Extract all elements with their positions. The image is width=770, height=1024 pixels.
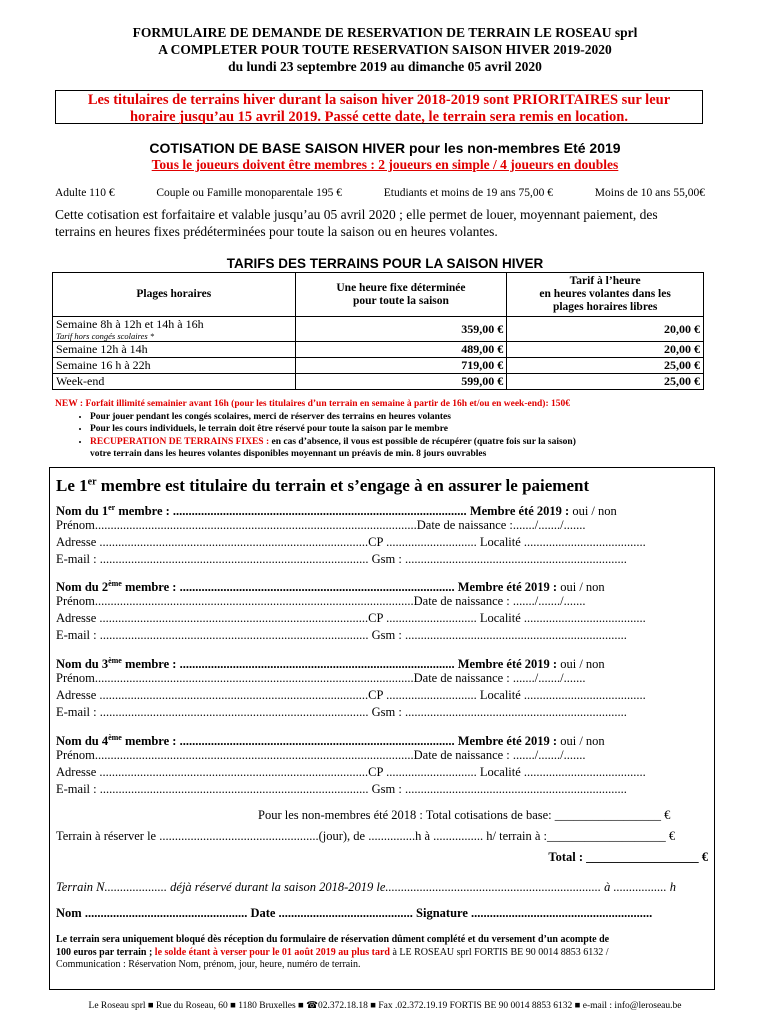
footer: Le Roseau sprl ■ Rue du Roseau, 60 ■ 1180 Bruxelles ■ ☎02.372.18.18 ■ Fax .02.372.19.19 FORTIS BE 90 0014 8853 6132 ■ e-mail : info@leroseau.be [88, 1001, 682, 1011]
row-volante: 20,00 € [507, 342, 704, 358]
signature-line[interactable]: Nom .................................................... Date ........................................... Signature .......................................................... [56, 906, 653, 920]
table-row [53, 374, 704, 390]
row-fixe: 489,00 € [295, 342, 507, 358]
row-fixe: 359,00 € [295, 317, 507, 342]
member-address-line[interactable]: Adresse ......................................................................................CP ............................. Localité ....................................... [56, 535, 646, 549]
new-forfait-line: NEW : Forfait illimité semainier avant 16h (pour les titulaires d’un terrain en semaine à partir de 16h et/ou en week-end): 150€ [55, 399, 570, 409]
member-address-line[interactable]: Adresse ......................................................................................CP ............................. Localité ....................................... [56, 765, 646, 779]
total-cotisations-line[interactable]: Pour les non-membres été 2018 : Total cotisations de base: _________________ € [258, 808, 671, 822]
col-header-volante: Tarif à l’heure en heures volantes dans les plages horaires libres [507, 273, 704, 317]
priority-line-1: Les titulaires de terrains hiver durant la saison hiver 2018-2019 sont PRIORITAIRES sur leur [87, 92, 671, 108]
reservation-form [49, 467, 715, 990]
table-row [53, 342, 704, 358]
row-note: Tarif hors congés scolaires * [56, 331, 155, 341]
price-adult: Adulte 110 € [55, 187, 115, 199]
desc-line-2: terrains en heures fixes prédéterminées pour toute la saison ou en heures volantes. [55, 224, 498, 239]
new-section [55, 398, 715, 461]
total-line[interactable]: Total : __________________ € [548, 850, 708, 864]
table-header-row [53, 273, 704, 317]
member-firstname-line[interactable]: Prénom......................................................................................................Date de naissance : ......./......./....... [56, 748, 586, 762]
info-item: • Pour les cours individuels, le terrain doit être réservé pour toute la saison par le membre [90, 423, 715, 436]
member-firstname-line[interactable]: Prénom......................................................................................................Date de naissance : ......./......./....... [56, 594, 586, 608]
row-label: Semaine 12h à 14h [53, 342, 296, 358]
price-couple: Couple ou Famille monoparentale 195 € [156, 187, 342, 199]
member-name-line[interactable]: Nom du 4ème membre : ........................................................................................ Membre été 2019 : oui / non [56, 733, 605, 749]
priority-line-2: horaire jusqu’au 15 avril 2019. Passé cette date, le terrain sera remis en location. [129, 109, 628, 125]
member-name-line[interactable]: Nom du 3ème membre : ........................................................................................ Membre été 2019 : oui / non [56, 656, 605, 672]
tarifs-title: TARIFS DES TERRAINS POUR LA SAISON HIVER [226, 256, 544, 271]
row-volante: 25,00 € [507, 374, 704, 390]
header-line-3: du lundi 23 septembre 2019 au dimanche 05 avril 2020 [228, 59, 542, 74]
note-line-3: Communication : Réservation Nom, prénom, jour, heure, numéro de terrain. [56, 959, 361, 970]
row-label: Semaine 16 h à 22h [53, 358, 296, 374]
terrain-previous-line[interactable]: Terrain N.................... déjà réservé durant la saison 2018-2019 le..................................................................... à ................. h [56, 880, 677, 894]
member-email-line[interactable]: E-mail : ...................................................................................... Gsm : ....................................................................... [56, 705, 627, 719]
info-item-continued: votre terrain dans les heures volantes disponibles moyennant un préavis de min. 8 jours ouvrables [90, 449, 487, 459]
document-header [0, 24, 770, 75]
info-list [55, 411, 715, 449]
note-line-1: Le terrain sera uniquement bloqué dès réception du formulaire de réservation dûment complété et du versement d’un acompte de [56, 934, 610, 945]
member-firstname-line[interactable]: Prénom.......................................................................................................Date de naissance :......./......./....... [56, 518, 586, 532]
member-name-line[interactable]: Nom du 2ème membre : ........................................................................................ Membre été 2019 : oui / non [56, 579, 605, 595]
row-fixe: 599,00 € [295, 374, 507, 390]
member-address-line[interactable]: Adresse ......................................................................................CP ............................. Localité ....................................... [56, 611, 646, 625]
info-item: • Pour jouer pendant les congés scolaires, merci de réserver des terrains en heures volantes [90, 411, 715, 424]
member-email-line[interactable]: E-mail : ...................................................................................... Gsm : ....................................................................... [56, 628, 627, 642]
cotisation-prices [55, 187, 705, 199]
price-child: Moins de 10 ans 55,00€ [594, 187, 705, 199]
row-fixe: 719,00 € [295, 358, 507, 374]
col-header-plages: Plages horaires [53, 273, 296, 317]
row-volante: 20,00 € [507, 317, 704, 342]
member-name-line[interactable]: Nom du 1er membre : .............................................................................................. Membre été 2019 : oui / non [56, 503, 617, 519]
terrain-reservation-line[interactable]: Terrain à réserver le ...................................................(jour), de ...............h à ................ h/ terrain à :___________________ € [56, 829, 676, 843]
member-firstname-line[interactable]: Prénom......................................................................................................Date de naissance : ......./......./....... [56, 671, 586, 685]
priority-notice [55, 90, 703, 124]
recuperation-label: RECUPERATION DE TERRAINS FIXES : [90, 436, 270, 447]
price-student: Etudiants et moins de 19 ans 75,00 € [383, 187, 554, 199]
table-row [53, 358, 704, 374]
form-note [56, 934, 708, 972]
row-volante: 25,00 € [507, 358, 704, 374]
tarifs-table [52, 272, 704, 390]
header-line-2: A COMPLETER POUR TOUTE RESERVATION SAISON HIVER 2019-2020 [158, 42, 612, 57]
cotisation-description [55, 206, 705, 240]
note-line-2: 100 euros par terrain ; le solde étant à verser pour le 01 août 2019 au plus tard à LE ROSEAU sprl FORTIS BE 90 0014 8853 6132 / [56, 946, 609, 958]
row-label: Semaine 8h à 12h et 14h à 16h [56, 317, 204, 331]
member-address-line[interactable]: Adresse ......................................................................................CP ............................. Localité ....................................... [56, 688, 646, 702]
row-label: Week-end [53, 374, 296, 390]
info-item: • RECUPERATION DE TERRAINS FIXES : en cas d’absence, il vous est possible de récupérer (quatre fois sur la saison) [90, 436, 715, 449]
desc-line-1: Cette cotisation est forfaitaire et valable jusqu’au 05 avril 2020 ; elle permet de louer, moyennant paiement, des [55, 207, 658, 222]
form-title: Le 1er membre est titulaire du terrain et s’engage à en assurer le paiement [56, 476, 590, 495]
table-row [53, 317, 704, 342]
member-email-line[interactable]: E-mail : ...................................................................................... Gsm : ....................................................................... [56, 552, 627, 566]
cotisation-subtitle: Tous le joueurs doivent être membres : 2 joueurs en simple / 4 joueurs en doubles [151, 157, 619, 172]
member-email-line[interactable]: E-mail : ...................................................................................... Gsm : ....................................................................... [56, 782, 627, 796]
cotisation-title: COTISATION DE BASE SAISON HIVER pour les non-membres Eté 2019 [149, 140, 621, 156]
col-header-fixe: Une heure fixe déterminée pour toute la saison [295, 273, 507, 317]
header-line-1: FORMULAIRE DE DEMANDE DE RESERVATION DE TERRAIN LE ROSEAU sprl [132, 25, 638, 40]
